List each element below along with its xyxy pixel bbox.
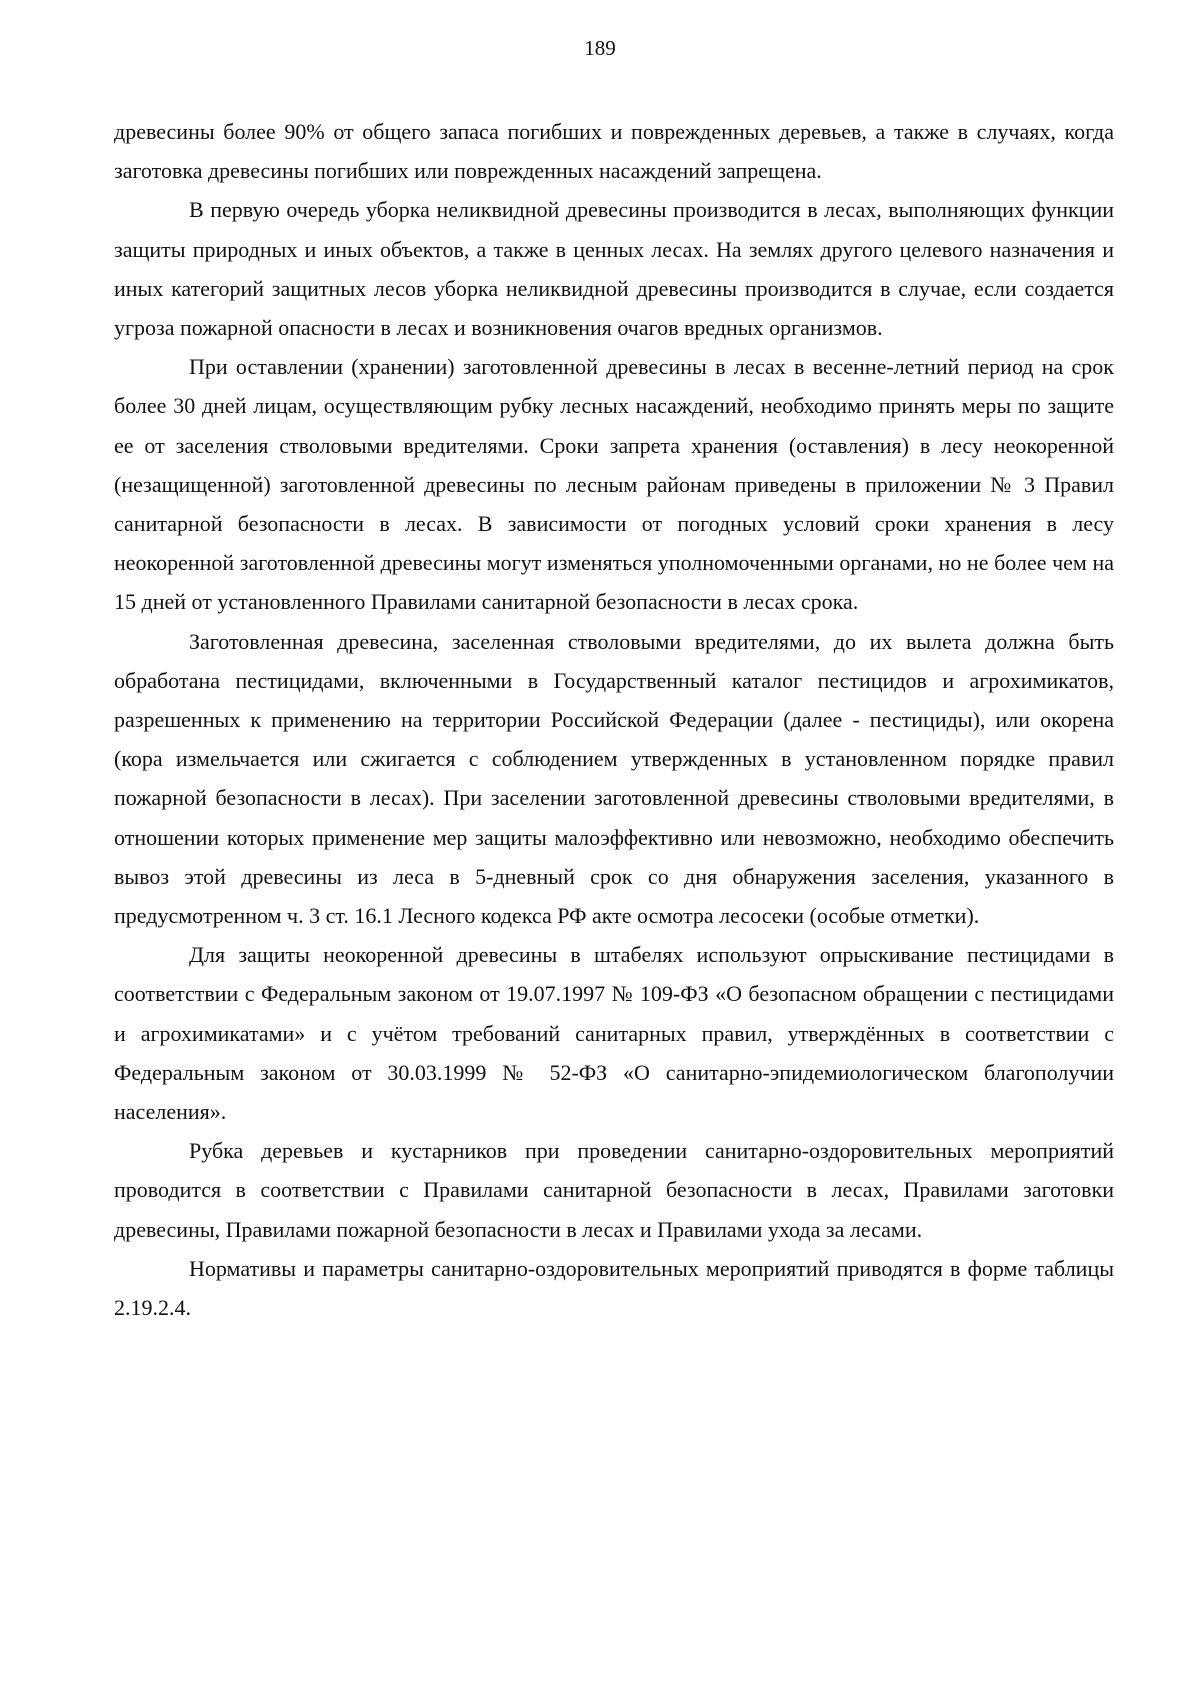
- paragraph-pesticide-spraying: Для защиты неокоренной древесины в штабелях используют опрыскивание пестицидами в соответствии с Федеральным законом от 19.07.1997 № 109-ФЗ «О безопасном обращении с пестицидами и агрохимикатами» и с учётом требований санитарных правил, утверждённых в соответствии с Федеральным законом от 30.03.1999 № 52-ФЗ «О санитарно-эпидемиологическом благополучии населения».: [114, 942, 1114, 1125]
- paragraph-continuation: древесины более 90% от общего запаса погибших и поврежденных деревьев, а также в случаях, когда заготовка древесины погибших или поврежденных насаждений запрещена.: [114, 119, 1114, 184]
- page-body: [114, 112, 1114, 1327]
- paragraph-table-reference: Нормативы и параметры санитарно-оздоровительных мероприятий приводятся в форме таблицы 2.19.2.4.: [114, 1255, 1114, 1321]
- paragraph-cleanup-priority: В первую очередь уборка неликвидной древесины производится в лесах, выполняющих функции защиты природных и иных объектов, а также в ценных лесах. На землях другого целевого назначения и иных категорий защитных лесов уборка неликвидной древесины производится в случае, если создается угроза пожарной опасности в лесах и возникновения очагов вредных организмов.: [114, 197, 1114, 341]
- page-number: 189: [584, 36, 616, 60]
- paragraph-infested-wood: Заготовленная древесина, заселенная стволовыми вредителями, до их вылета должна быть обработана пестицидами, включенными в Государственный каталог пестицидов и агрохимикатов, разрешенных к применению на территории Российской Федерации (далее - пестициды), или окорена (кора измельчается или сжигается с соблюдением утвержденных в установленном порядке правил пожарной безопасности в лесах). При заселении заготовленной древесины стволовыми вредителями, в отношении которых применение мер защиты малоэффективно или невозможно, необходимо обеспечить вывоз этой древесины из леса в 5-дневный срок со дня обнаружения заселения, указанного в предусмотренном ч. 3 ст. 16.1 Лесного кодекса РФ акте осмотра лесосеки (особые отметки).: [114, 628, 1114, 929]
- paragraph-felling-rules: Рубка деревьев и кустарников при проведении санитарно-оздоровительных мероприятий проводится в соответствии с Правилами санитарной безопасности в лесах, Правилами заготовки древесины, Правилами пожарной безопасности в лесах и Правилами ухода за лесами.: [114, 1138, 1114, 1242]
- paragraph-storage-terms: При оставлении (хранении) заготовленной древесины в лесах в весенне-летний период на срок более 30 дней лицам, осуществляющим рубку лесных насаждений, необходимо принять меры по защите ее от заселения стволовыми вредителями. Сроки запрета хранения (оставления) в лесу неокоренной (незащищенной) заготовленной древесины по лесным районам приведены в приложении № 3 Правил санитарной безопасности в лесах. В зависимости от погодных условий сроки хранения в лесу неокоренной заготовленной древесины могут изменяться уполномоченными органами, но не более чем на 15 дней от установленного Правилами санитарной безопасности в лесах срока.: [114, 354, 1114, 615]
